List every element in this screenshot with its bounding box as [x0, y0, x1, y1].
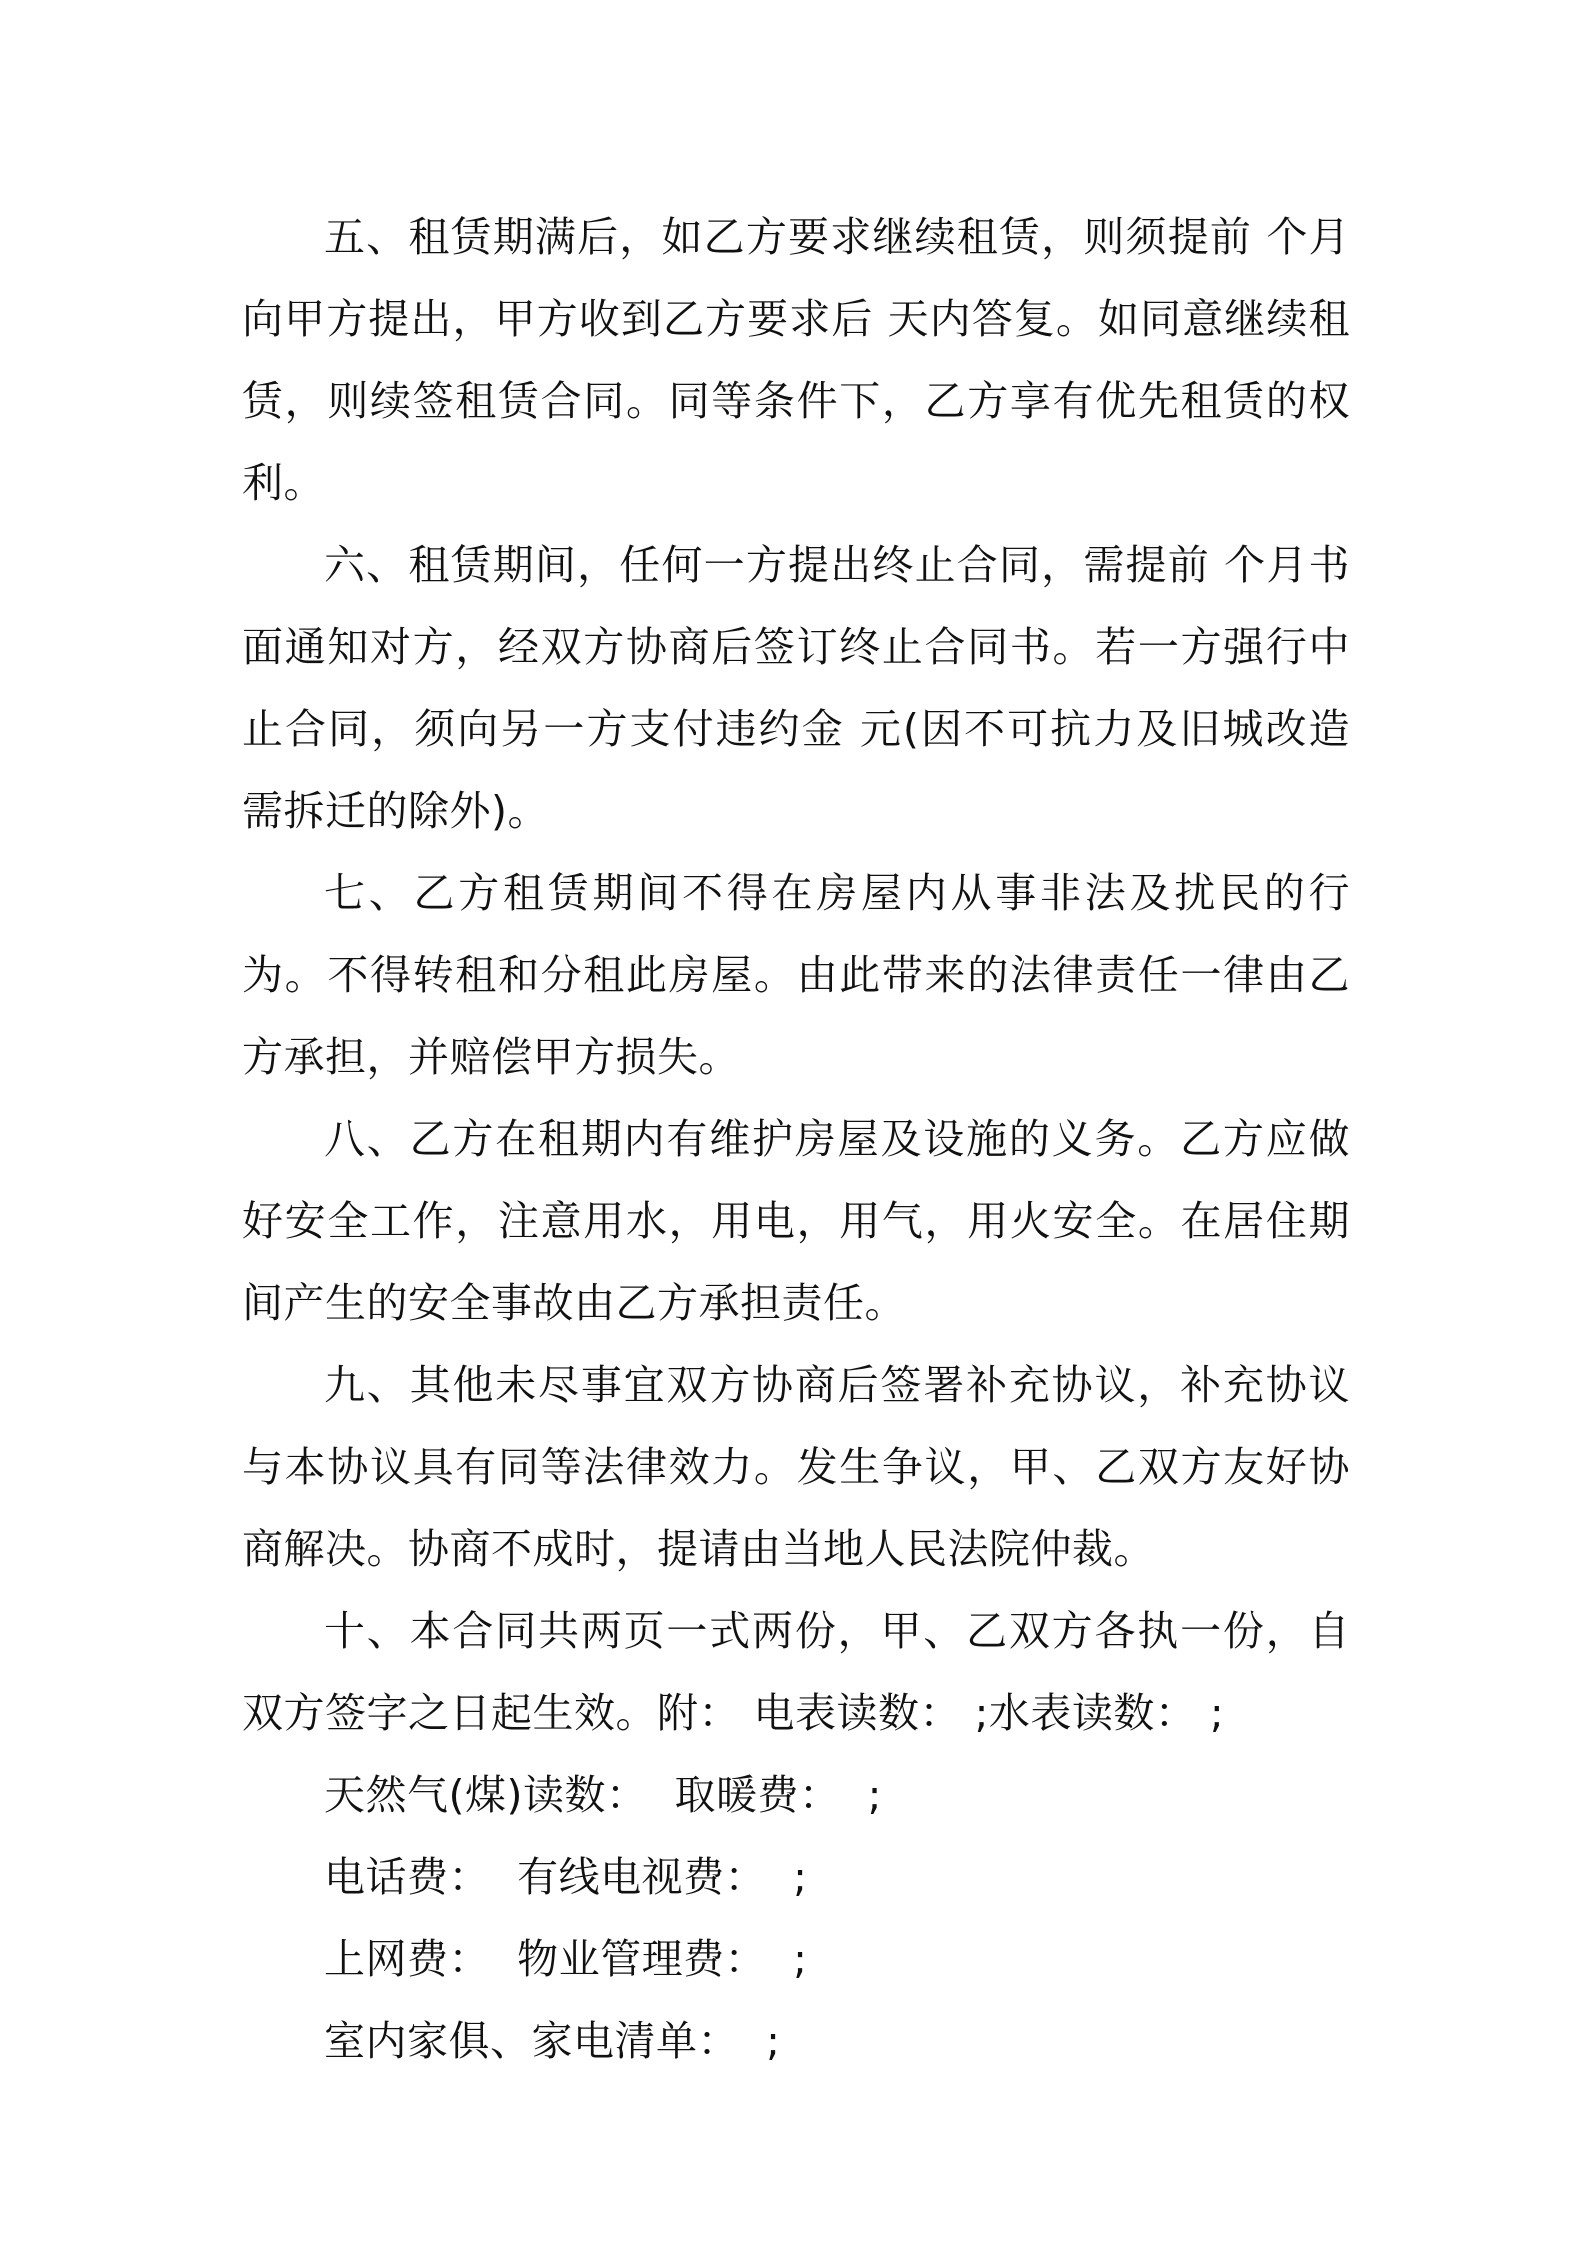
appendix-internet-property-line: 上网费： 物业管理费： ; — [324, 1935, 808, 1983]
appendix-gas-heating-line: 天然气(煤)读数： 取暖费： ; — [324, 1771, 882, 1819]
clause-6-paragraph: 六、租赁期间，任何一方提出终止合同，需提前 个月书面通知对方，经双方协商后签订终止合同书。若一方强行中止合同，须向另一方支付违约金 元(因不可抗力及旧城改造需拆迁的除外)。 — [242, 541, 1350, 835]
document-body — [242, 196, 1350, 2082]
clause-8-paragraph: 八、乙方在租期内有维护房屋及设施的义务。乙方应做好安全工作，注意用水，用电，用气，用火安全。在居住期间产生的安全事故由乙方承担责任。 — [242, 1115, 1350, 1327]
appendix-phone-tv-line: 电话费： 有线电视费： ; — [324, 1853, 808, 1901]
clause-7-paragraph: 七、乙方租赁期间不得在房屋内从事非法及扰民的行为。不得转租和分租此房屋。由此带来的法律责任一律由乙方承担，并赔偿甲方损失。 — [242, 869, 1350, 1081]
clause-9-paragraph: 九、其他未尽事宜双方协商后签署补充协议，补充协议与本协议具有同等法律效力。发生争议，甲、乙双方友好协商解决。协商不成时，提请由当地人民法院仲裁。 — [242, 1361, 1350, 1573]
appendix-furniture-appliance-line: 室内家俱、家电清单： ; — [324, 2017, 781, 2065]
clause-10-paragraph: 十、本合同共两页一式两份，甲、乙双方各执一份，自双方签字之日起生效。附： 电表读数： ;水表读数： ; — [242, 1607, 1350, 1737]
clause-5-paragraph: 五、租赁期满后，如乙方要求继续租赁，则须提前 个月向甲方提出，甲方收到乙方要求后 天内答复。如同意继续租赁，则续签租赁合同。同等条件下，乙方享有优先租赁的权利。 — [242, 213, 1350, 507]
